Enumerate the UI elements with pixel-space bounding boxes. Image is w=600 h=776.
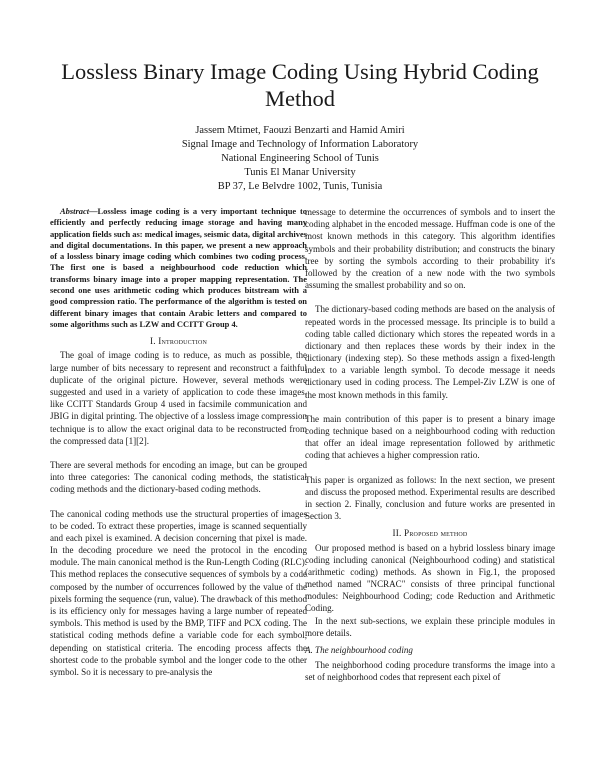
- body-paragraph: There are several methods for encoding an image, but can be grouped into three categories: The canonical coding methods, the statistical coding methods and the dictionary-based coding methods.: [50, 459, 307, 495]
- body-paragraph: message to determine the occurrences of symbols and to insert the coding alphabet in the encoded message. Huffman code is one of the most known methods in this category. This algorithm identifies symbols and their probability distribution; and constructs the binary tree by sorting the symbols according to their probability it's followed by the creation of a new node with the two symbols assuming the smallest probability and so on.: [305, 207, 555, 291]
- subsection-heading-neighbourhood-coding: A. The neighbourhood coding: [305, 645, 413, 655]
- body-paragraph: The goal of image coding is to reduce, as much as possible, the large number of bits necessary to represent and reconstruct a faithful duplicate of the original picture. However, several methods were suggested and used in a variety of application to code these images, like CCITT Standards Group 4 used in facsimile communication and JBIG in digital printing. The objective of a lossless image compression technique is to allow the exact original data to be reconstructed from the compressed data [1][2].: [50, 350, 307, 446]
- body-paragraph: The dictionary-based coding methods are based on the analysis of repeated words in the processed message. Its principle is to build a coding table called dictionary which stores the repeated words in a dictionary and then replaces these words by their index in the dictionary (indexing step). So these methods assign a fixed-length index to a variable length symbol. To decode message it needs dictionary used in coding process. The Lempel-Ziv LZW is one of the most known methods in this family.: [305, 304, 555, 400]
- left-column: [50, 206, 307, 678]
- section-heading-proposed-method: II. Proposed method: [392, 528, 468, 539]
- body-paragraph: Our proposed method is based on a hybrid lossless binary image coding including canonical (Neighbourhood coding) and statistical (arithmetic coding) methods. As shown in Fig.1, the proposed method named "NCRAC" consists of three principal functional modules: Neighbourhood Coding; code Reduction and Arithmetic Coding.: [305, 542, 555, 614]
- body-paragraph: This paper is organized as follows: In the next section, we present and discuss the proposed method. Experimental results are described in section 2. Finally, conclusion and future works are presented in Section 3.: [305, 474, 555, 522]
- abstract-heading: Abstract: [60, 206, 90, 216]
- abstract-body: —Lossless image coding is a very important technique to efficiently and perfectly reducing image storage and having many application fields such as: medical images, seismic data, digital archives and digital documentations. In this paper, we present a new approach of a lossless binary image coding which combines two coding process. The first one is based a neighbourhood code reduction which transforms binary image into a proper mapping representation. The second one uses arithmetic coding which produces bitstream with a good compression ratio. The performance of the algorithm is tested on different binary images that contain Arabic letters and compared to some algorithms such as LZW and CCITT Group 4.: [50, 206, 307, 329]
- affiliation-line: National Engineering School of Tunis: [221, 153, 379, 164]
- abstract: [50, 206, 307, 330]
- affiliation-line: BP 37, Le Belvdre 1002, Tunis, Tunisia: [217, 181, 383, 192]
- body-paragraph: The neighborhood coding procedure transforms the image into a set of neighborhood codes that represent each pixel of: [305, 660, 555, 683]
- body-paragraph: In the next sub-sections, we explain these principle modules in more details.: [305, 615, 555, 638]
- body-paragraph: The canonical coding methods use the structural properties of images to be coded. To extract these properties, image is scanned sequentially and each pixel is examined. A decision concerning that pixel is made. In the decoding procedure we need the protocol in the encoding module. The main canonical method is the Run-Length Coding (RLC). This method replaces the consecutive sequences of symbols by a code composed by the number of occurrences followed by the value of the pixels forming the sequence (run, value). The drawback of this method is its efficiency only for messages having a large number of repeated symbols. This method is used by the BMP, TIFF and PCX coding. The statistical coding methods define a variable code for each symbol, depending on statistical criteria. The encoding process affects the shortest code to the probable symbol and the longer code to the other symbol. So it is necessary to pre-analysis the: [50, 508, 307, 677]
- affiliation-line: Tunis El Manar University: [244, 167, 356, 178]
- section-heading-introduction: I. Introduction: [149, 336, 208, 347]
- author-block: [60, 124, 540, 194]
- affiliation-line: Signal Image and Technology of Information Laboratory: [181, 139, 419, 150]
- right-column: [305, 206, 555, 684]
- paper-title: Lossless Binary Image Coding Using Hybrid Coding Method: [61, 59, 539, 111]
- author-names: Jassem Mtimet, Faouzi Benzarti and Hamid Amiri: [195, 125, 405, 136]
- body-paragraph: The main contribution of this paper is to present a binary image coding technique based on a neighbourhood coding with reduction that offer an ideal image representation followed by arithmetic coding that achieves a higher compression ratio.: [305, 413, 555, 461]
